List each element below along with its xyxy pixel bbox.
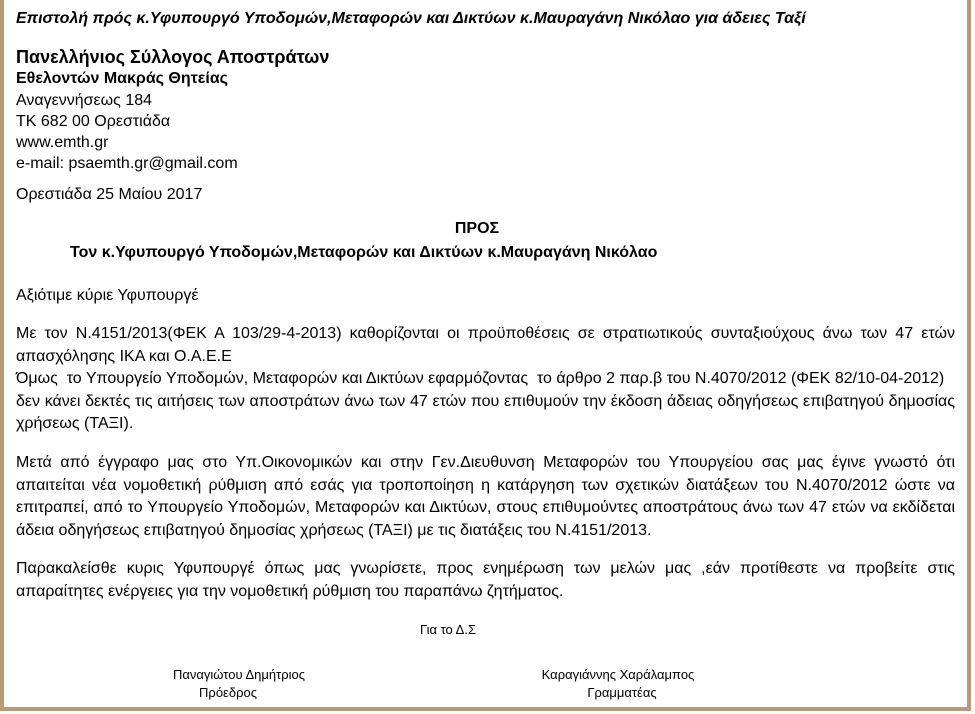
signatory-name-secretary: Καραγιάννης Χαράλαμπος [541,667,695,682]
paragraph-line: δεν κάνει δεκτές τις αιτήσεις των αποστράτων άνω των 47 ετών που επιθυμούν την έκδοση άδειας οδηγήσεως επιβατηγού δημοσίας [16,392,955,410]
paragraph-line: άδεια οδηγήσεως επιβατηγού δημοσίας χρήσεως (ΤΑΞΙ) με τις διατάξεις του Ν.4151/2013. [16,521,652,539]
salutation: Αξιότιμε κύριε Υφυπουργέ [16,287,199,304]
signatory-role-secretary: Γραμματέας [587,685,657,700]
paragraph-line: Με τον Ν.4151/2013(ΦΕΚ Α 103/29-4-2013) καθορίζονται οι προϋποθέσεις σε στρατιωτικούς συνταξιούχους άνω των 47 ετών [16,325,955,342]
sender-street: Αναγεννήσεως 184 [16,92,153,109]
sender-postal-code: ΤΚ 682 00 Ορεστιάδα [16,113,171,130]
sender-website: www.emth.gr [16,134,109,151]
paragraph-1 [16,323,955,436]
letter-date: Ορεστιάδα 25 Μαίου 2017 [16,186,203,203]
paragraph-line: Παρακαλείσθε κυρις Υφυπουργέ όπως μας γνωρίσετε, προς ενημέρωση των μελών μας ,εάν προτίθεστε να προβείτε στις [16,560,955,577]
paragraph-line: χρήσεως (ΤΑΞΙ). [16,415,134,432]
signatory-name-president: Παναγιώτου Δημήτριος [172,667,305,682]
signatory-role-president: Πρόεδρος [199,685,257,700]
sender-organization: Πανελλήνιος Σύλλογος Αποστράτων [16,47,330,67]
closing-board: Για το Δ.Σ [419,622,477,637]
recipient-label: ΠΡΟΣ [454,220,500,237]
paragraph-line: Όμως το Υπουργείο Υποδομών, Μεταφορών και Δικτύων εφαρμόζοντας το άρθρο 2 παρ.β του Ν.4070/2012 (ΦΕΚ 82/10-04-2012) [16,370,945,387]
paragraph-3 [16,558,955,603]
paragraph-line: Μετά από έγγραφο μας στο Υπ.Οικονομικών και στην Γεν.Διευθυνση Μεταφορών του Υπουργείου σας μας έγινε γνωστό ότι [16,454,955,471]
paragraph-2 [16,452,955,542]
post-title: Επιστολή πρός κ.Υφυπουργό Υποδομών,Μεταφορών και Δικτύων κ.Μαυραγάνη Νικόλαο για άδειες Ταξί [16,10,806,27]
paragraph-line: επιτραπεί, από το Υπουργείο Υποδομών, Μεταφορών και Δικτύων, στους επιθυμούντες αποστράτους άνω των 47 ετών να εκδίδεται [16,499,955,516]
paragraph-line: απασχόλησης ΙΚΑ και Ο.Α.Ε.Ε [16,347,232,365]
paragraph-line: απαιτείται νέα νομοθετική ρύθμιση από εσάς για τροποποίηση η κατάργηση των σχετικών διατάξεων του Ν.4070/2012 ώστε να [16,476,955,494]
sender-organization-sub: Εθελοντών Μακράς Θητείας [16,70,228,87]
sender-email: e-mail: psaemth.gr@gmail.com [16,155,238,172]
paragraph-line: απαραίτητες ενέργειες για την νομοθετική ρύθμιση του παραπάνω ζητήματος. [16,582,564,600]
recipient-name: Τον κ.Υφυπουργό Υποδομών,Μεταφορών και Δικτύων κ.Μαυραγάνη Νικόλαο [70,244,658,261]
